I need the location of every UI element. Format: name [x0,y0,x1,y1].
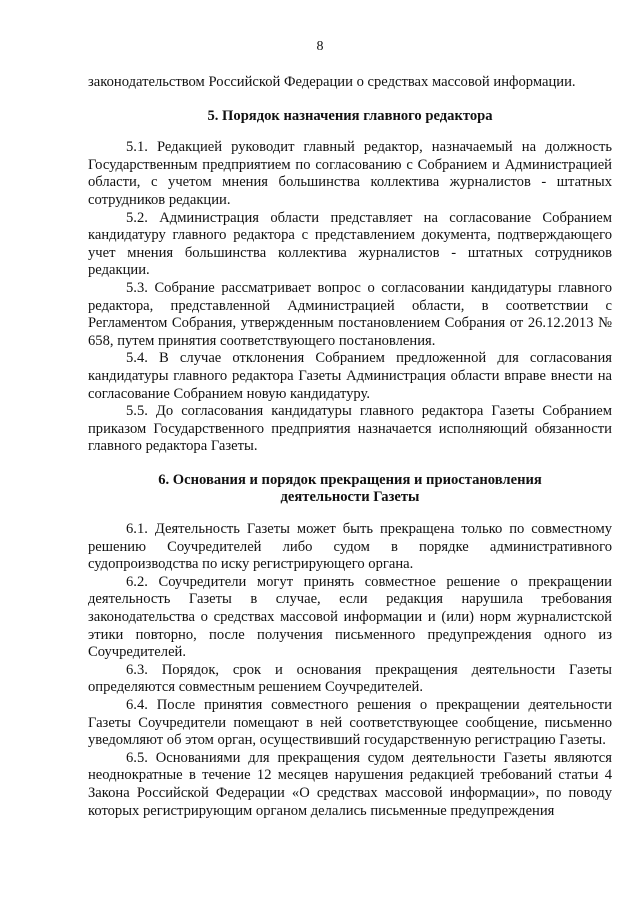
paragraph-6-1: 6.1. Деятельность Газеты может быть прекращена только по совместному решению Соучредителей либо судом в порядке административного судопроизводства по иску регистрирующего органа. [88,521,612,573]
paragraph-6-2: 6.2. Соучредители могут принять совместное решение о прекращении деятельность Газеты в случае, если редакция нарушила требования законодательства о средствах массовой информации и (или) норм журналистской этики повторно, после получения письменного предупреждения одного из Соучредителей. [88,573,612,661]
continuation-paragraph: законодательством Российской Федерации о средствах массовой информации. [88,74,576,90]
page-number: 8 [316,39,324,54]
section-5-heading: 5. Порядок назначения главного редактора [207,107,493,124]
paragraph-6-4: 6.4. После принятия совместного решения о прекращении деятельности Газеты Соучредители помещают в ней соответствующее сообщение, письменно уведомляют об этом орган, осуществивший государственную регистрацию Газеты. [88,697,612,749]
paragraph-6-5: 6.5. Основаниями для прекращения судом деятельности Газеты являются неоднократные в течение 12 месяцев нарушения редакцией требований статьи 4 Закона Российской Федерации «О средствах массовой информации», по поводу которых регистрирующим органом делались письменные предупреждения [88,749,612,819]
paragraph-5-4: 5.4. В случае отклонения Собранием предложенной для согласования кандидатуры главного редактора Газеты Администрация области вправе внести на согласование Собранием новую кандидатуру. [88,350,612,402]
section-6-heading-line-2: деятельности Газеты [280,489,420,506]
paragraph-5-2: 5.2. Администрация области представляет на согласование Собранием кандидатуру главного редактора с представлением документа, подтверждающего учет мнения большинства коллектива журналистов - штатных сотрудников редакции. [88,209,612,279]
paragraph-5-5: 5.5. До согласования кандидатуры главного редактора Газеты Собранием приказом Государственного предприятия назначается исполняющий обязанности главного редактора Газеты. [88,403,612,455]
paragraph-5-1: 5.1. Редакцией руководит главный редактор, назначаемый на должность Государственным предприятием по согласованию с Собранием и Администрацией области, с учетом мнения большинства коллектива журналистов - штатных сотрудников редакции. [88,139,612,208]
paragraph-6-3: 6.3. Порядок, срок и основания прекращения деятельности Газеты определяются совместным решением Соучредителей. [88,661,612,696]
document-body [88,74,612,820]
section-6-heading-line-1: 6. Основания и порядок прекращения и приостановления [158,471,542,488]
paragraph-5-3: 5.3. Собрание рассматривает вопрос о согласовании кандидатуры главного редактора, представленной Администрацией области, в соответствии с Регламентом Собрания, утвержденным постановлением Собрания от 26.12.2013 № 658, путем принятия соответствующего постановления. [88,279,612,349]
